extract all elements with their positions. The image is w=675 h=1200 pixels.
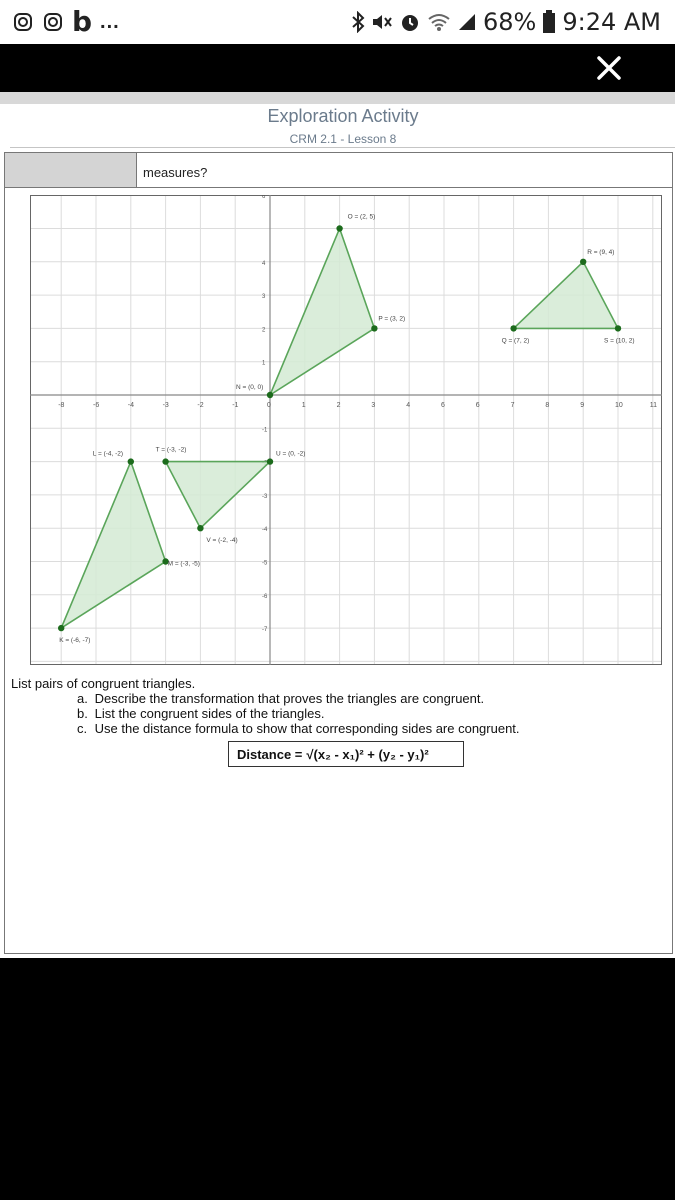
x-tick-label: -8	[58, 402, 65, 409]
x-tick-label: 4	[406, 402, 411, 409]
x-tick-label: 0	[267, 402, 271, 409]
point	[162, 458, 168, 464]
worksheet-table	[4, 152, 673, 954]
item-label: b.	[77, 706, 88, 721]
more-notifications: ...	[100, 10, 120, 33]
item-text: Describe the transformation that proves the triangles are congruent.	[94, 691, 485, 706]
page-top-band	[0, 92, 675, 104]
point-label: O = (2, 5)	[347, 213, 376, 221]
status-right	[351, 0, 661, 44]
x-tick-label: 7	[510, 402, 515, 409]
clock-time: 9:24 AM	[562, 8, 661, 36]
x-tick-label: -1	[232, 402, 239, 409]
mute-icon	[371, 12, 393, 32]
x-tick-label: -6	[93, 402, 100, 409]
y-tick-label: 4	[262, 260, 266, 267]
graph-svg	[30, 195, 662, 665]
y-tick-label: -1	[262, 427, 268, 434]
coordinate-graph	[30, 195, 662, 665]
y-tick-label: 6	[262, 195, 266, 201]
x-tick-label: 9	[580, 402, 585, 409]
triangle	[270, 229, 374, 396]
y-tick-label: 3	[262, 294, 266, 301]
y-tick-label: -5	[262, 560, 268, 567]
point	[510, 325, 516, 331]
bluetooth-icon	[351, 11, 365, 33]
item-text: List the congruent sides of the triangles.	[94, 706, 325, 721]
wifi-icon	[427, 12, 451, 32]
y-tick-label: 2	[262, 327, 266, 334]
x-tick-label: 6	[441, 402, 445, 409]
instruction-item	[77, 691, 661, 706]
point	[371, 325, 377, 331]
point	[128, 458, 134, 464]
point	[267, 458, 273, 464]
distance-formula	[228, 741, 464, 767]
point-label: R = (9, 4)	[587, 248, 615, 256]
triangle	[61, 462, 165, 628]
item-text: Use the distance formula to show that corresponding sides are congruent.	[94, 721, 520, 736]
point-label: P = (3, 2)	[378, 315, 406, 323]
point	[336, 225, 342, 231]
close-icon	[591, 50, 627, 86]
point-label: N = (0, 0)	[236, 384, 264, 391]
point	[267, 392, 273, 398]
point-label: L = (-4, -2)	[92, 450, 124, 458]
point-label: M = (-3, -5)	[167, 560, 200, 568]
x-tick-label: -2	[197, 402, 204, 409]
point	[197, 525, 203, 531]
point-label: V = (-2, -4)	[206, 537, 238, 545]
instagram-icon	[42, 11, 64, 33]
instructions	[11, 676, 661, 736]
point-label: S = (10, 2)	[604, 337, 635, 345]
point	[580, 259, 586, 265]
item-label: a.	[77, 691, 88, 706]
formula-expression: √(x₂ - x₁)² + (y₂ - y₁)²	[306, 746, 429, 762]
question-text: measures?	[143, 165, 208, 180]
document-page	[0, 92, 675, 958]
instagram-icon	[12, 11, 34, 33]
close-button[interactable]	[591, 50, 627, 86]
x-tick-label: 6	[475, 402, 480, 409]
y-tick-label: -7	[262, 627, 268, 634]
instruction-item	[77, 721, 661, 736]
point-label: T = (-3, -2)	[155, 446, 187, 454]
y-tick-label: -3	[262, 493, 268, 500]
divider	[10, 147, 675, 148]
battery-icon	[542, 10, 556, 34]
point	[615, 325, 621, 331]
x-tick-label: 2	[336, 402, 341, 409]
x-tick-label: -3	[162, 402, 169, 409]
x-tick-label: 10	[615, 402, 623, 409]
formula-label: Distance =	[237, 746, 303, 762]
y-tick-label: 1	[262, 360, 266, 367]
x-tick-label: 1	[301, 402, 306, 409]
instructions-intro: List pairs of congruent triangles.	[11, 676, 196, 691]
viewer-background	[0, 958, 675, 1200]
page-subtitle: CRM 2.1 - Lesson 8	[289, 132, 397, 146]
question-cell	[137, 153, 672, 188]
point	[58, 625, 64, 631]
viewer-toolbar	[0, 44, 675, 92]
y-tick-label: -4	[262, 527, 268, 534]
signal-icon	[457, 12, 477, 32]
page-title: Exploration Activity	[267, 106, 419, 126]
x-tick-label: -4	[127, 402, 135, 409]
y-tick-label: -6	[262, 593, 268, 600]
point-label: Q = (7, 2)	[501, 337, 530, 345]
app-letter-icon: b	[72, 5, 93, 38]
instruction-item	[77, 706, 661, 721]
x-tick-label: 3	[371, 402, 376, 409]
item-label: c.	[77, 721, 88, 736]
status-left	[0, 5, 120, 38]
point-label: K = (-6, -7)	[59, 637, 91, 645]
alarm-icon	[399, 11, 421, 33]
x-tick-label: 11	[649, 402, 658, 409]
status-bar	[0, 0, 675, 44]
x-tick-label: 8	[545, 402, 550, 409]
battery-percent: 68%	[483, 8, 537, 36]
table-header-cell	[5, 153, 137, 188]
point-label: U = (0, -2)	[276, 450, 306, 458]
